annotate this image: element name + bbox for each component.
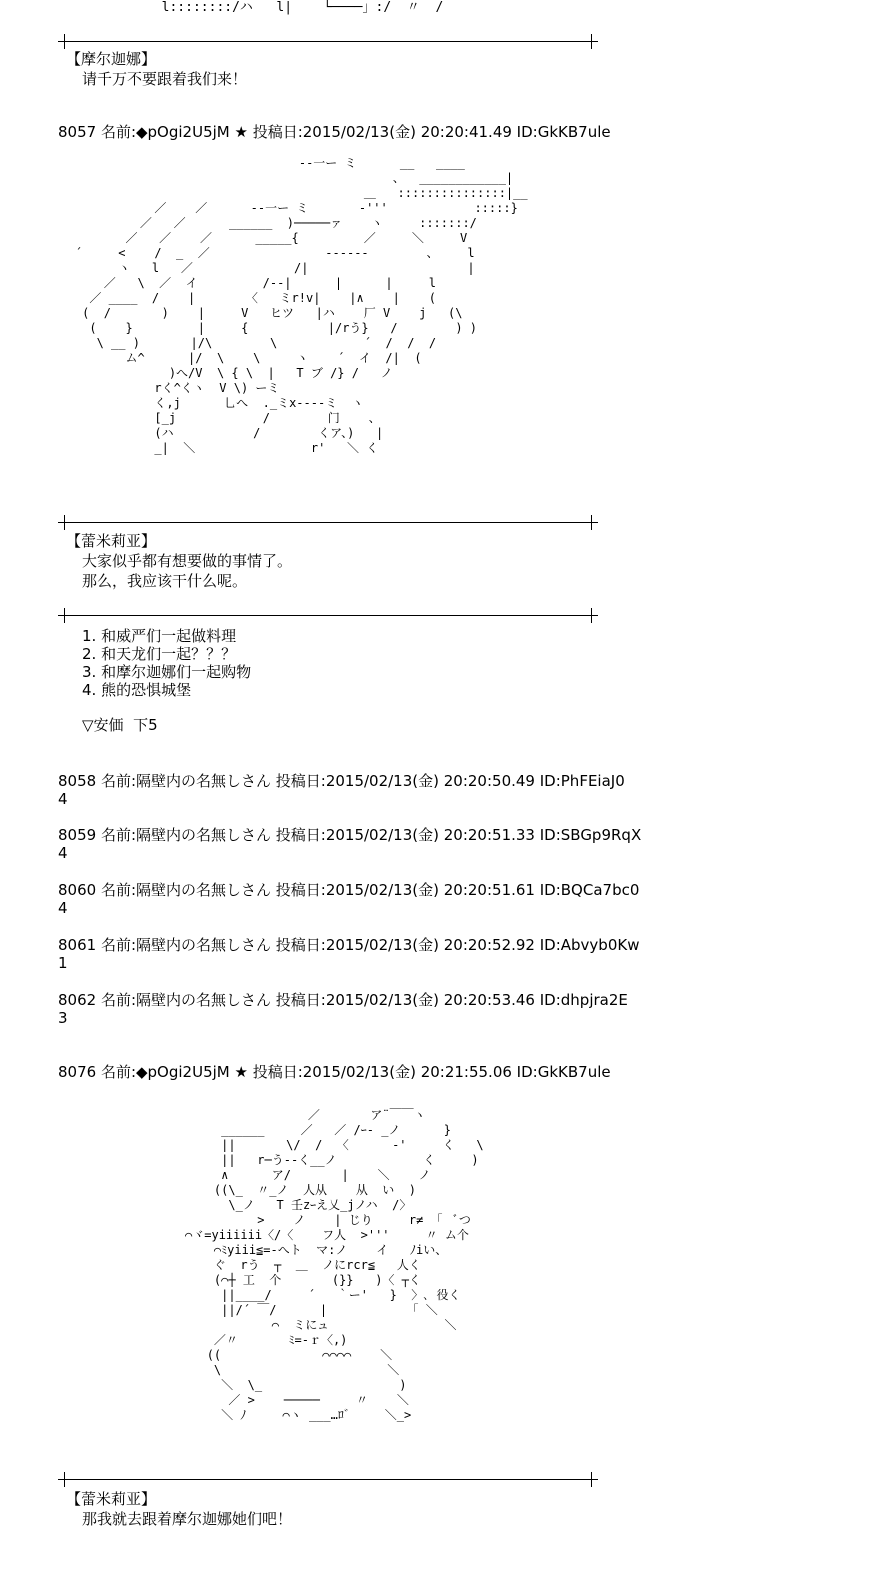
dialogue-line: 那么，我应该干什么呢。 [82, 572, 248, 590]
divider-rule [58, 522, 598, 523]
post-header: 8076 名前:◆pOgi2U5jM ★ 投稿日:2015/02/13(金) 20:21:55.06 ID:GkKB7ule [58, 1063, 611, 1081]
speaker-label: 【摩尔迦娜】 [66, 50, 157, 68]
choice-item: 1. 和威严们一起做料理 [82, 627, 237, 645]
vote-value: 4 [58, 899, 68, 917]
vote-value: 4 [58, 790, 68, 808]
vote-header: 8062 名前:隔壁内の名無しさん 投稿日:2015/02/13(金) 20:20:53.46 ID:dhpjra2E [58, 991, 628, 1009]
vote-value: 3 [58, 1009, 68, 1027]
choice-item: 2. 和天龙们一起？？？ [82, 645, 237, 663]
dialogue-line: 大家似乎都有想要做的事情了。 [82, 552, 293, 570]
speaker-label: 【蕾米莉亚】 [66, 1490, 157, 1508]
vote-header: 8058 名前:隔壁内の名無しさん 投稿日:2015/02/13(金) 20:20:50.49 ID:PhFEiaJ0 [58, 772, 625, 790]
anka-note: ▽安価 下5 [82, 716, 158, 734]
ascii-art-remilia-2: ／ ア¨￣￣ヽ ______ ／ ／ /ｰ‐ _ノ } || \/ / 〈 ‐' く \ || r─う-‐く__ノ く ) ∧ ア/ | ＼ ノ ((\_ 〃_ノ 人从 从 い ) \_ノ T 壬zｰえ乂_jノハ /〉 > ノ | じり r≠ 「 ﾞつ ⌒ヾ=yiiiiii〈/〈 フ人 >''' 〃 ム个 ⌒ﾐyiii≦=‐へト マ:ノ イ ﾉiい、 ぐ rう ┬ ＿ ノにrcr≦ 人く (⌒┼ 工 个 (}} )〈 ┬く ||____/ ´ ｀ー' } 〉､ 役く ||/´ ￣/ | 「 ＼ ⌒ ミにュ ＼ ／〃 ﾐ=‐ｒ〈,) (( ⌒⌒⌒⌒ ＼ \ ＼ ＼ \_ ) ／ > ───── 〃 ＼ ＼ ﾉ ⌒ヽ ___…ﾛ゛ ＼_> [185, 1108, 484, 1422]
divider-rule [58, 1479, 598, 1480]
dialogue-line: 那我就去跟着摩尔迦娜她们吧！ [82, 1510, 293, 1528]
divider-rule [58, 41, 598, 42]
ascii-art-remilia: -‐一ー ミ __ ____ 、 ____________| ＿ :::::::::::::::|__ ／ ／ -‐一ー ミ ‐''' :::::} ／ ／ ______ )─────ァ ヽ :::::::/ ／ ／ ／ _____{ ／ ＼ V ´ < / _ ／ ------ 、 l ヽ l ／ /| | ／ \ ／ イ /--| | | l ／ ____ / | 〈 ミr!v| |∧ | ( ( / ) | V ヒツ |ハ 厂 V j (\ ( } | { |/rう} / ) ) \ __ ) |/\ \ ´ / / / ム^ |/ \ \ ヽ ´ イ /| ( )へ/V \ { \ | T ブ /} / ノ rく^くヽ V \) ーミ く,j 乚へ ._ミx----ミ ヽ [_j / 门 、 (ハ / くア、) | _| ＼ r' ＼ く [74, 156, 528, 455]
vote-header: 8059 名前:隔壁内の名無しさん 投稿日:2015/02/13(金) 20:20:51.33 ID:SBGp9RqX [58, 826, 642, 844]
divider-rule [58, 615, 598, 616]
ascii-art-fragment: l::::::::/ハ l| └────」:/ 〃 / [161, 0, 444, 15]
dialogue-line: 请千万不要跟着我们来！ [82, 70, 248, 88]
vote-value: 4 [58, 844, 68, 862]
choice-item: 3. 和摩尔迦娜们一起购物 [82, 663, 252, 681]
speaker-label: 【蕾米莉亚】 [66, 532, 157, 550]
vote-value: 1 [58, 954, 68, 972]
vote-header: 8061 名前:隔壁内の名無しさん 投稿日:2015/02/13(金) 20:20:52.92 ID:Abvyb0Kw [58, 936, 640, 954]
post-header: 8057 名前:◆pOgi2U5jM ★ 投稿日:2015/02/13(金) 20:20:41.49 ID:GkKB7ule [58, 123, 611, 141]
vote-header: 8060 名前:隔壁内の名無しさん 投稿日:2015/02/13(金) 20:20:51.61 ID:BQCa7bc0 [58, 881, 640, 899]
choice-item: 4. 熊的恐惧城堡 [82, 681, 192, 699]
